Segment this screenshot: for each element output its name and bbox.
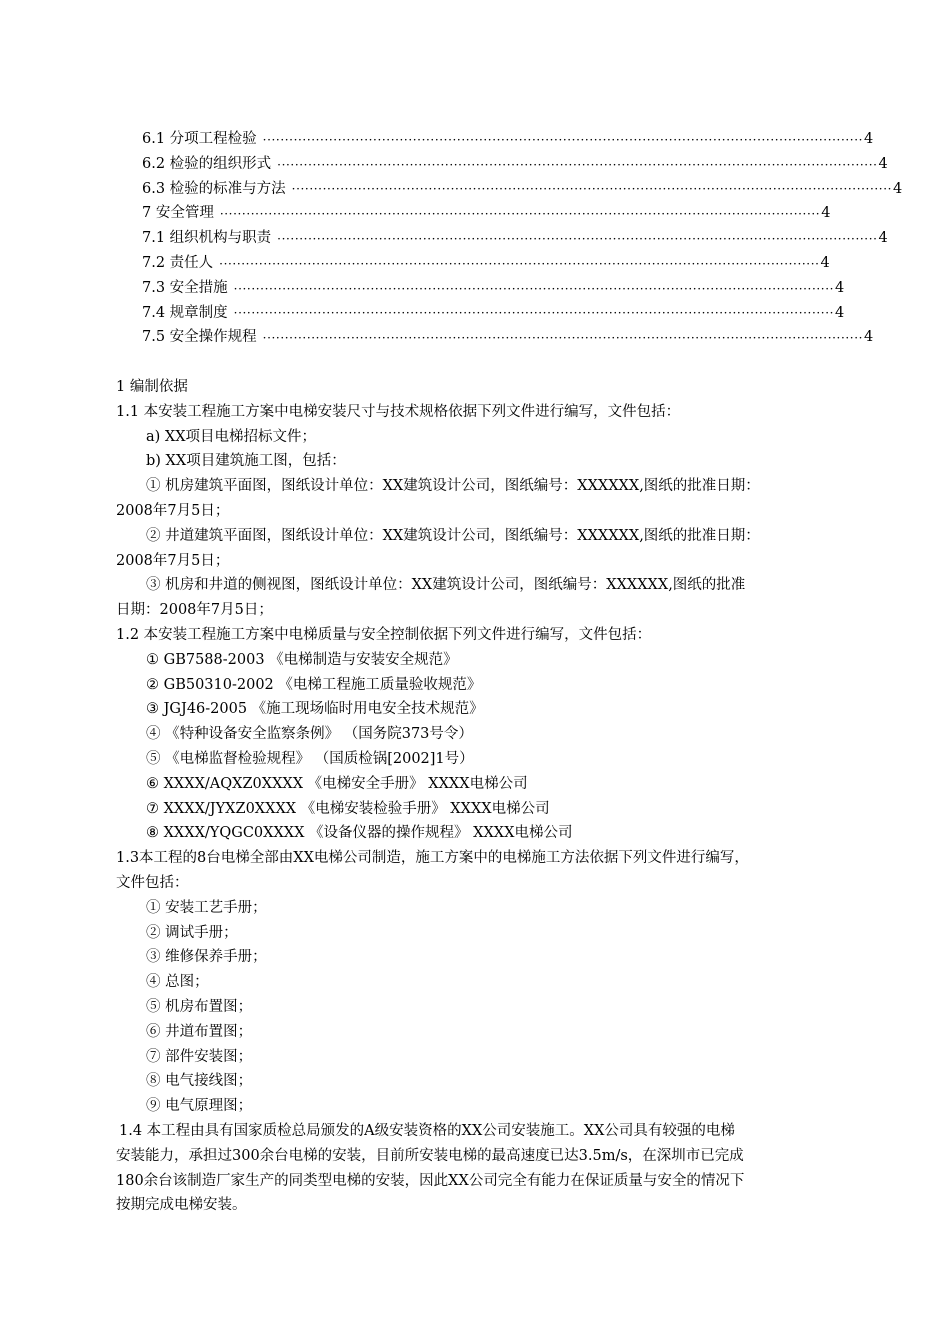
list-item: ⑥ XXXX/AQXZ0XXXX 《电梯安全手册》 XXXX电梯公司 (146, 775, 528, 792)
list-item: ⑧ 电气接线图； (146, 1073, 253, 1090)
list-item: ③ 维修保养手册； (146, 949, 267, 966)
toc-entry-title: 7.1 组织机构与职责 (142, 230, 272, 247)
toc-leader-dots: ········································································································································ (233, 281, 835, 296)
toc-leader-dots: ········································································································································ (233, 306, 835, 321)
paragraph-1-4-line: 180余台该制造厂家生产的同类型电梯的安装，因此XX公司完全有能力在保证质量与安全的情况下 (116, 1172, 745, 1189)
list-item: ③ JGJ46-2005 《施工现场临时用电安全技术规范》 (146, 701, 484, 718)
paragraph-1-3: 1.3本工程的8台电梯全部由XX电梯公司制造，施工方案中的电梯施工方法依据下列文件进行编写， (116, 850, 749, 867)
toc-entry[interactable] (142, 127, 874, 152)
table-of-contents (142, 127, 903, 350)
list-item: b) XX项目建筑施工图，包括： (146, 453, 346, 470)
toc-entry-page: 4 (821, 205, 831, 222)
list-item: ② GB50310-2002 《电梯工程施工质量验收规范》 (146, 676, 482, 693)
toc-entry-page: 4 (820, 254, 830, 271)
list-item: ⑥ 井道布置图； (146, 1023, 253, 1040)
section-1-body (116, 375, 851, 1218)
toc-leader-dots: ········································································································································ (219, 207, 821, 222)
list-item: a) XX项目电梯招标文件； (146, 428, 317, 445)
toc-entry[interactable] (142, 226, 888, 251)
toc-entry-title: 7 安全管理 (142, 205, 214, 222)
toc-entry-title: 6.1 分项工程检验 (142, 131, 257, 147)
toc-entry-title: 7.5 安全操作规程 (142, 329, 257, 346)
list-item-continuation: 日期：2008年7月5日； (116, 602, 273, 619)
list-item: ⑦ XXXX/JYXZ0XXXX 《电梯安装检验手册》 XXXX电梯公司 (146, 800, 550, 817)
paragraph-1-4-line: 安装能力，承担过300余台电梯的安装，目前所安装电梯的最高速度已达3.5m/s，在深圳市已完成 (116, 1147, 744, 1164)
toc-entry-page: 4 (864, 329, 874, 346)
list-item-continuation: 2008年7月5日； (116, 502, 230, 519)
toc-entry[interactable] (142, 251, 830, 276)
list-item: ② 调试手册； (146, 924, 238, 941)
toc-entry-page: 4 (878, 230, 888, 247)
list-item: ④ 《特种设备安全监察条例》 （国务院373号令） (146, 726, 473, 743)
section-heading: 1 编制依据 (116, 379, 188, 395)
toc-entry[interactable] (142, 325, 874, 350)
toc-leader-dots: ········································································································································ (277, 231, 878, 246)
list-item: ⑤ 《电梯监督检验规程》 （国质检锅[2002]1号） (146, 750, 474, 767)
list-item: ④ 总图； (146, 974, 209, 991)
list-item: ② 井道建筑平面图，图纸设计单位：XX建筑设计公司，图纸编号：XXXXXX,图纸的批准日期： (146, 527, 760, 544)
toc-leader-dots: ········································································································································ (262, 331, 864, 346)
list-item: ⑤ 机房布置图； (146, 998, 253, 1015)
toc-entry-title: 7.3 安全措施 (142, 279, 228, 296)
paragraph-1-4-line: 1.4 本工程由具有国家质检总局颁发的A级安装资格的XX公司安装施工。XX公司具有较强的电梯 (119, 1122, 735, 1139)
toc-entry[interactable] (142, 201, 831, 226)
toc-entry[interactable] (142, 301, 845, 326)
toc-entry-title: 7.2 责任人 (142, 254, 214, 271)
toc-entry-page: 4 (893, 180, 903, 197)
paragraph-1-2: 1.2 本安装工程施工方案中电梯质量与安全控制依据下列文件进行编写，文件包括： (116, 626, 652, 643)
list-item-continuation: 2008年7月5日； (116, 552, 230, 569)
toc-entry-title: 7.4 规章制度 (142, 304, 228, 321)
toc-leader-dots: ········································································································································ (219, 256, 820, 271)
list-item: ③ 机房和井道的侧视图，图纸设计单位：XX建筑设计公司，图纸编号：XXXXXX,图纸的批准 (146, 577, 746, 594)
toc-entry-page: 4 (864, 131, 874, 147)
list-item: ⑦ 部件安装图； (146, 1048, 253, 1065)
toc-entry-title: 6.3 检验的标准与方法 (142, 180, 286, 197)
list-item: ⑨ 电气原理图； (146, 1098, 253, 1115)
toc-leader-dots: ········································································································································ (277, 157, 878, 172)
paragraph-1-4-line: 按期完成电梯安装。 (116, 1197, 247, 1214)
toc-leader-dots: ········································································································································ (291, 182, 893, 197)
toc-entry[interactable] (142, 152, 888, 177)
list-item: ① GB7588-2003 《电梯制造与安装安全规范》 (146, 651, 458, 668)
toc-entry-page: 4 (878, 155, 888, 172)
toc-entry-title: 6.2 检验的组织形式 (142, 155, 272, 172)
list-item: ⑧ XXXX/YQGC0XXXX 《设备仪器的操作规程》 XXXX电梯公司 (146, 825, 573, 842)
paragraph-1-1: 1.1 本安装工程施工方案中电梯安装尺寸与技术规格依据下列文件进行编写，文件包括： (116, 403, 681, 420)
list-item: ① 安装工艺手册； (146, 899, 267, 916)
toc-entry-page: 4 (835, 304, 845, 321)
toc-entry[interactable] (142, 177, 903, 202)
toc-entry-page: 4 (835, 279, 845, 296)
list-item: ① 机房建筑平面图，图纸设计单位：XX建筑设计公司，图纸编号：XXXXXX,图纸的批准日期： (146, 478, 760, 495)
toc-leader-dots: ········································································································································ (262, 132, 864, 147)
toc-entry[interactable] (142, 276, 845, 301)
paragraph-1-3-continuation: 文件包括： (116, 874, 189, 891)
